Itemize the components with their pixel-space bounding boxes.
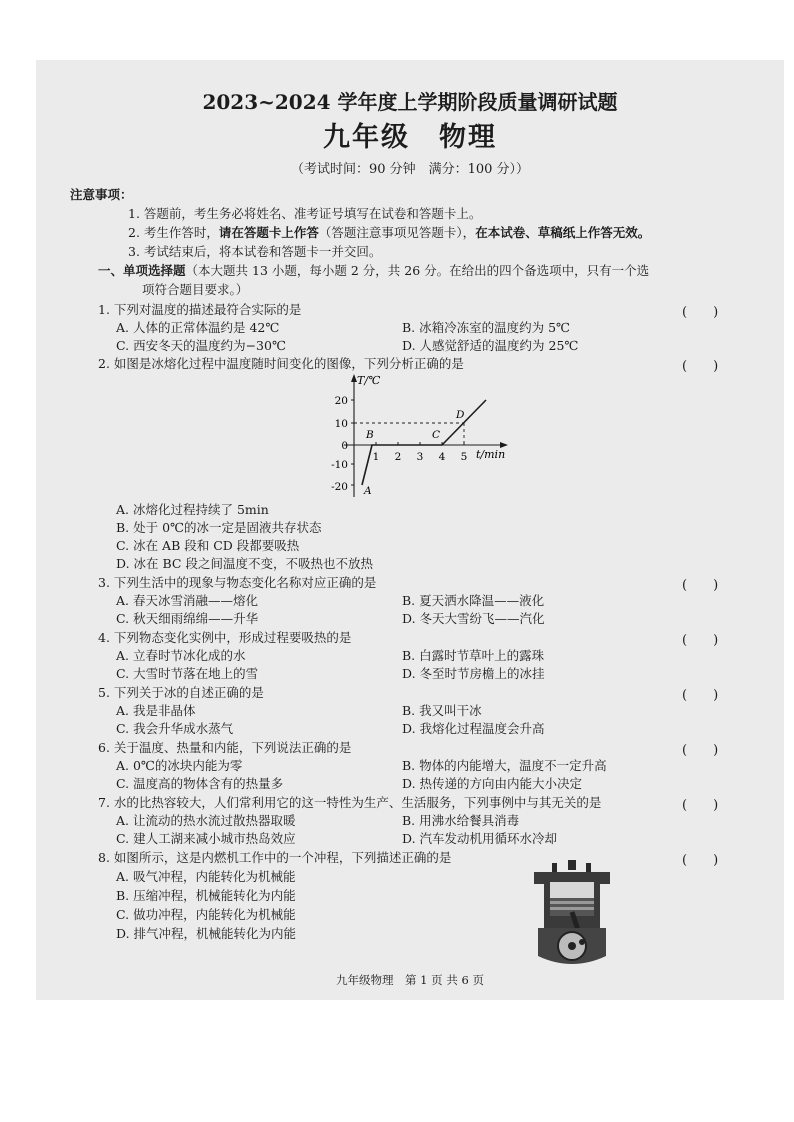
question-7-stem: 7. 水的比热容较大，人们常利用它的这一特性为生产、生活服务，下列事例中与其无关的是 <box>98 795 602 810</box>
option-1d: D. 人感觉舒适的温度约为 25℃ <box>402 338 579 353</box>
point-label-a: A <box>364 485 372 497</box>
question-6-stem: 6. 关于温度、热量和内能，下列说法正确的是 <box>98 740 352 755</box>
option-3d: D. 冬天大雪纷飞——汽化 <box>402 611 545 626</box>
option-4d: D. 冬至时节房檐上的冰挂 <box>402 666 545 681</box>
option-1a: A. 人体的正常体温约是 42℃ <box>116 320 280 335</box>
x-tick-label: 4 <box>438 451 446 463</box>
question-5-stem: 5. 下列关于冰的自述正确的是 <box>98 685 264 700</box>
notes-item-2: 2. 考生作答时，请在答题卡上作答（答题注意事项见答题卡），在本试卷、草稿纸上作答无效。 <box>128 225 651 240</box>
answer-paren: ( ) <box>682 688 719 703</box>
x-tick-label: 2 <box>394 451 402 463</box>
question-4-stem: 4. 下列物态变化实例中，形成过程要吸热的是 <box>98 630 352 645</box>
notes-heading: 注意事项： <box>70 187 133 202</box>
option-2d: D. 冰在 BC 段之间温度不变，不吸热也不放热 <box>116 556 373 571</box>
point-label-c: C <box>432 429 441 441</box>
option-5c: C. 我会升华成水蒸气 <box>116 721 234 736</box>
answer-paren: ( ) <box>682 578 719 593</box>
option-3c: C. 秋天细雨绵绵——升华 <box>116 611 259 626</box>
option-7a: A. 让流动的热水流过散热器取暖 <box>116 813 296 828</box>
y-tick-label: 10 <box>334 418 348 430</box>
option-5a: A. 我是非晶体 <box>116 703 196 718</box>
option-8b: B. 压缩冲程，机械能转化为内能 <box>116 888 296 903</box>
section-heading-line2: 项符合题目要求。） <box>142 282 249 297</box>
y-tick-label: -10 <box>331 459 348 471</box>
exam-page <box>36 60 784 1000</box>
exam-title: 2023~2024 学年度上学期阶段质量调研试题 <box>202 90 618 114</box>
x-tick-label: 1 <box>372 451 380 463</box>
option-4b: B. 白露时节草叶上的露珠 <box>402 648 545 663</box>
option-8c: C. 做功冲程，内能转化为机械能 <box>116 907 296 922</box>
question-8-stem: 8. 如图所示，这是内燃机工作中的一个冲程，下列描述正确的是 <box>98 850 452 865</box>
option-7c: C. 建人工湖来减小城市热岛效应 <box>116 831 296 846</box>
y-tick-label: -20 <box>331 481 348 493</box>
option-2b: B. 处于 0℃的冰一定是固液共存状态 <box>116 520 322 535</box>
exam-subject: 九年级 物理 <box>323 122 497 153</box>
option-8d: D. 排气冲程，机械能转化为内能 <box>116 926 297 941</box>
melting-curve <box>362 400 486 485</box>
answer-paren: ( ) <box>682 359 719 374</box>
answer-paren: ( ) <box>682 305 719 320</box>
answer-paren: ( ) <box>682 798 719 813</box>
answer-paren: ( ) <box>682 853 719 868</box>
option-6c: C. 温度高的物体含有的热量多 <box>116 776 284 791</box>
option-6b: B. 物体的内能增大，温度不一定升高 <box>402 758 607 773</box>
question-1-stem: 1. 下列对温度的描述最符合实际的是 <box>98 302 302 317</box>
point-label-d: D <box>456 409 465 421</box>
option-1b: B. 冰箱冷冻室的温度约为 5℃ <box>402 320 571 335</box>
x-tick-label: 5 <box>460 451 468 463</box>
x-axis-label: t/min <box>476 448 506 461</box>
option-6a: A. 0℃的冰块内能为零 <box>116 758 243 773</box>
x-tick-label: 3 <box>416 451 424 463</box>
question-2-stem: 2. 如图是冰熔化过程中温度随时间变化的图像，下列分析正确的是 <box>98 356 464 371</box>
notes-item-1: 1. 答题前，考生务必将姓名、准考证号填写在试卷和答题卡上。 <box>128 206 482 221</box>
answer-paren: ( ) <box>682 633 719 648</box>
engine-cylinder-icon <box>524 860 634 970</box>
question-3-stem: 3. 下列生活中的现象与物态变化名称对应正确的是 <box>98 575 377 590</box>
y-tick-label: 20 <box>334 395 348 407</box>
option-5d: D. 我熔化过程温度会升高 <box>402 721 545 736</box>
option-7d: D. 汽车发动机用循环水冷却 <box>402 831 558 846</box>
page-footer: 九年级物理 第 1 页 共 6 页 <box>336 973 484 987</box>
option-5b: B. 我又叫干冰 <box>402 703 482 718</box>
section-heading: 一、单项选择题（本大题共 13 小题，每小题 2 分，共 26 分。在给出的四个备选项中，只有一个选 <box>98 263 650 278</box>
option-3b: B. 夏天洒水降温——液化 <box>402 593 545 608</box>
option-2a: A. 冰熔化过程持续了 5min <box>116 502 269 517</box>
y-axis-label: T/℃ <box>357 374 381 387</box>
exam-info: （考试时间：90 分钟 满分：100 分）） <box>290 162 530 177</box>
point-label-b: B <box>366 429 374 441</box>
option-1c: C. 西安冬天的温度约为−30℃ <box>116 338 286 353</box>
y-tick-label: 0 <box>341 440 348 452</box>
option-2c: C. 冰在 AB 段和 CD 段都要吸热 <box>116 538 300 553</box>
temperature-time-graph <box>324 372 514 502</box>
option-3a: A. 春天冰雪消融——熔化 <box>116 593 258 608</box>
option-4a: A. 立春时节冰化成的水 <box>116 648 246 663</box>
option-4c: C. 大雪时节落在地上的雪 <box>116 666 259 681</box>
option-8a: A. 吸气冲程，内能转化为机械能 <box>116 869 296 884</box>
answer-paren: ( ) <box>682 743 719 758</box>
option-6d: D. 热传递的方向由内能大小决定 <box>402 776 583 791</box>
notes-item-3: 3. 考试结束后，将本试卷和答题卡一并交回。 <box>128 244 382 259</box>
option-7b: B. 用沸水给餐具消毒 <box>402 813 520 828</box>
